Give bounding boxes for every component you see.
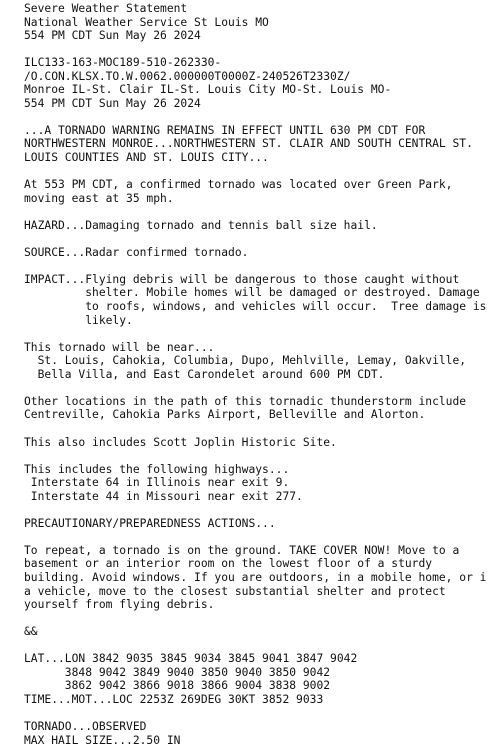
statement-line [24,205,487,219]
weather-statement-text [24,2,487,747]
statement-line: Interstate 64 in Illinois near exit 9. [24,476,290,490]
statement-line: IMPACT...Flying debris will be dangerous to those caught without [24,272,460,286]
statement-line: /O.CON.KLSX.TO.W.0062.000000T0000Z-240526T2330Z/ [24,69,351,83]
statement-line: This tornado will be near... [24,340,215,354]
statement-line: to roofs, windows, and vehicles will occur. Tree damage is [24,300,487,314]
statement-line: NORTHWESTERN MONROE...NORTHWESTERN ST. CLAIR AND SOUTH CENTRAL ST. [24,137,473,151]
statement-line [24,422,487,436]
statement-line: && [24,625,38,639]
statement-line: TORNADO...OBSERVED [24,719,147,733]
statement-line: 3862 9042 3866 9018 3866 9004 3838 9002 [24,679,331,693]
statement-line: 3848 9042 3849 9040 3850 9040 3850 9042 [24,665,331,679]
statement-line: LAT...LON 3842 9035 3845 9034 3845 9041 3847 9042 [24,652,358,666]
statement-line: ...A TORNADO WARNING REMAINS IN EFFECT UNTIL 630 PM CDT FOR [24,123,426,137]
statement-line: yourself from flying debris. [24,598,215,612]
statement-line [24,381,487,395]
statement-line: Monroe IL-St. Clair IL-St. Louis City MO-St. Louis MO- [24,83,392,97]
statement-line: building. Avoid windows. If you are outdoors, in a mobile home, or i [24,570,487,584]
statement-line: likely. [24,313,133,327]
statement-line [24,165,487,179]
statement-line: 554 PM CDT Sun May 26 2024 [24,29,201,43]
statement-line: National Weather Service St Louis MO [24,15,269,29]
statement-line: Severe Weather Statement [24,2,188,15]
statement-line: ILC133-163-MOC189-510-262330- [24,56,222,70]
statement-line: Bella Villa, and East Carondelet around 600 PM CDT. [24,367,385,381]
statement-line: a vehicle, move to the closest substantial shelter and protect [24,584,446,598]
statement-line: This also includes Scott Joplin Historic Site. [24,435,337,449]
statement-line: HAZARD...Damaging tornado and tennis ball size hail. [24,218,378,232]
statement-line: basement or an interior room on the lowest floor of a sturdy [24,557,433,571]
statement-line [24,530,487,544]
statement-line: Other locations in the path of this tornadic thunderstorm include [24,394,467,408]
statement-line: TIME...MOT...LOC 2253Z 269DEG 30KT 3852 9033 [24,692,324,706]
statement-line [24,110,487,124]
statement-line: MAX HAIL SIZE...2.50 IN [24,733,181,747]
statement-line: moving east at 35 mph. [24,191,174,205]
statement-line: Centreville, Cahokia Parks Airport, Belleville and Alorton. [24,408,426,422]
statement-line: shelter. Mobile homes will be damaged or destroyed. Damage [24,286,480,300]
statement-line: SOURCE...Radar confirmed tornado. [24,245,249,259]
statement-line [24,706,487,720]
statement-line [24,639,487,653]
statement-line: Interstate 44 in Missouri near exit 277. [24,489,303,503]
statement-line [24,43,487,57]
statement-line [24,259,487,273]
statement-line: St. Louis, Cahokia, Columbia, Dupo, Mehlville, Lemay, Oakville, [24,354,467,368]
statement-line: At 553 PM CDT, a confirmed tornado was located over Green Park, [24,178,453,192]
statement-line [24,232,487,246]
statement-line [24,327,487,341]
statement-line: 554 PM CDT Sun May 26 2024 [24,96,201,110]
statement-line: To repeat, a tornado is on the ground. TAKE COVER NOW! Move to a [24,543,460,557]
statement-line: This includes the following highways... [24,462,290,476]
statement-line [24,449,487,463]
statement-line [24,612,487,626]
statement-line: PRECAUTIONARY/PREPAREDNESS ACTIONS... [24,516,276,530]
statement-line [24,503,487,517]
statement-line: LOUIS COUNTIES AND ST. LOUIS CITY... [24,151,269,165]
